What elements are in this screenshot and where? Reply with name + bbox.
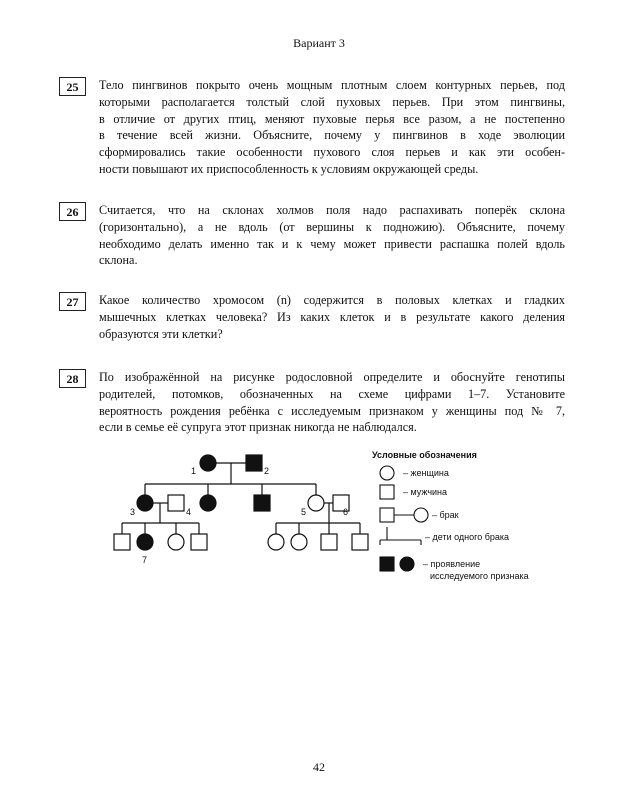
daughter-affected [200,495,216,511]
q25-line: ности повышают их приспособленность к условиям окружающей среды. [99,161,479,176]
q26-line: необходимо делать именно так и к чему может привести распашка полей вдоль [99,236,565,251]
q25-line: которыми располагается толстый слой пуховых перьев. При этом пингвины, [99,94,565,109]
q25-line: Тело пингвинов покрыто очень мощным плотным слоем контурных перьев, под [99,78,565,92]
legend-woman-symbol [380,466,394,480]
page-number: 42 [313,760,325,774]
label-6: 6 [343,507,349,517]
q28-line: если в семье её супруга этот признак никогда не наблюдался. [99,420,417,435]
legend-marriage-man [380,508,394,522]
grandson [114,534,130,550]
person-5-female [308,495,324,511]
question-number-26: 26 [59,202,86,221]
legend-title: Условные обозначения [372,450,477,460]
legend-man-symbol [380,485,394,499]
legend-marriage-woman [414,508,428,522]
q28-line: родителей, потомков, обозначенных на схеме цифрами 1–7. Установите [99,386,565,401]
legend-trait-line1: – проявление [423,559,481,569]
label-4: 4 [186,507,192,517]
grandson [352,534,368,550]
q26-line: Считается, что на склонах холмов поля надо распахивать поперёк склона [99,203,565,217]
q27-line: Какое количество хромосом (n) содержится в половых клетках и гладких [99,293,565,307]
label-5: 5 [301,507,307,517]
person-7-female-affected [137,534,153,550]
legend-woman: – женщина [403,468,449,478]
q26-line: склона. [99,253,138,268]
legend-children-symbol [380,527,421,545]
legend-trait-line2: исследуемого признака [430,571,529,581]
q25-line: сформировались такие особенности пухового слоя перьев и как эти особен- [99,145,565,160]
label-7: 7 [142,555,148,565]
legend-children: – дети одного брака [425,532,510,542]
q27-line: образуются эти клетки? [99,326,223,341]
son-affected [254,495,270,511]
question-number-27: 27 [59,292,86,311]
legend [372,450,529,581]
legend-trait-male [380,557,394,571]
person-1-female-affected [200,455,216,471]
q25-line: в отличие от других птиц, меняют пуховые перья все разом, а не постепенно [99,111,565,126]
q28-line: По изображённой на рисунке родословной определите и обоснуйте генотипы [99,370,565,384]
person-3-female-affected [137,495,153,511]
label-1: 1 [191,466,197,476]
page-header: Вариант 3 [293,36,345,50]
q25-line: в течение всей жизни. Объясните, почему у пингвинов в ходе эволюции [99,128,565,143]
person-2-male-affected [246,455,262,471]
legend-marriage: – брак [432,510,459,520]
pedigree-lines [122,463,360,534]
q28-line: вероятность рождения ребёнка с исследуемым признаком у женщины под № 7, [99,403,565,418]
granddaughter [168,534,184,550]
grandson [321,534,337,550]
person-4-male [168,495,184,511]
q27-line: мышечных клетках человека? Из каких клеток и в результате какого деления [99,309,565,324]
granddaughter [268,534,284,550]
granddaughter [291,534,307,550]
grandson [191,534,207,550]
question-number-25: 25 [59,77,86,96]
legend-man: – мужчина [403,487,448,497]
q26-line: (горизонтально), а не вдоль (от вершины к подножию). Объясните, почему [99,219,565,234]
question-number-28: 28 [59,369,86,388]
label-2: 2 [264,466,270,476]
legend-trait-female [400,557,414,571]
label-3: 3 [130,507,136,517]
